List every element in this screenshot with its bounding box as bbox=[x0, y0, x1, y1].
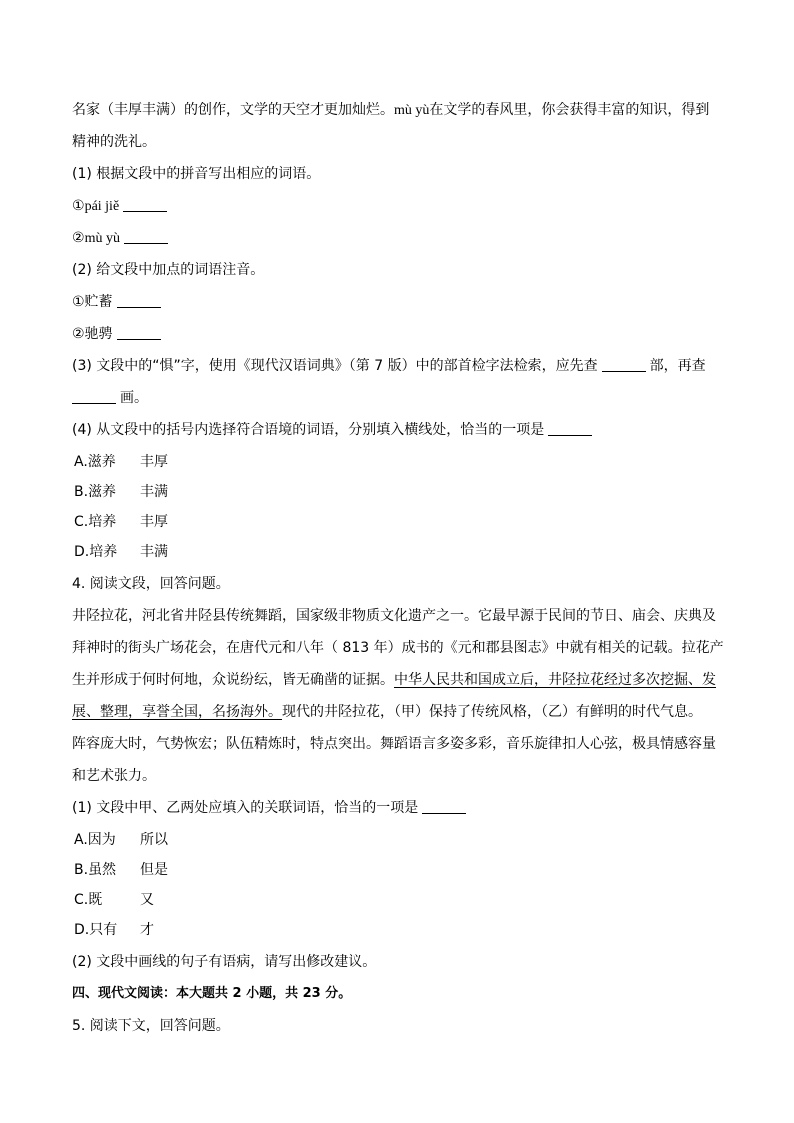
q3-option-c[interactable]: C.培养 丰厚 bbox=[74, 514, 168, 530]
answer-blank[interactable] bbox=[117, 293, 161, 308]
answer-blank[interactable] bbox=[602, 357, 646, 372]
paragraph-text: 在文学的春风里，你会获得丰富的知识，得到 bbox=[429, 102, 710, 118]
q4-heading: 4. 阅读文段，回答问题。 bbox=[72, 576, 230, 592]
q4-option-c[interactable]: C.既 又 bbox=[74, 892, 154, 908]
q4-sub1-prompt: (1) 文段中甲、乙两处应填入的关联词语，恰当的一项是 bbox=[72, 798, 470, 818]
q3-sub2-item-1: ①贮蓄 bbox=[72, 292, 165, 312]
paragraph-line-1 bbox=[72, 100, 709, 121]
q3-option-b[interactable]: B.滋养 丰满 bbox=[74, 484, 168, 500]
answer-blank[interactable] bbox=[72, 389, 116, 404]
answer-blank[interactable] bbox=[422, 799, 466, 814]
section-heading: 四、现代文阅读：本大题共 2 小题，共 23 分。 bbox=[72, 986, 352, 1001]
q4-sub2-prompt: (2) 文段中画线的句子有语病，请写出修改建议。 bbox=[72, 954, 377, 970]
q3-sub2-prompt: (2) 给文段中加点的词语注音。 bbox=[72, 262, 265, 278]
q3-sub2-item-2: ②驰骋 bbox=[72, 324, 165, 344]
q4-passage-line-2: 拜神时的街头广场花会，在唐代元和八年（ 813 年）成书的《元和郡县图志》中就有相关的记载。拉花产 bbox=[72, 640, 724, 656]
q5-heading: 5. 阅读下文，回答问题。 bbox=[72, 1018, 230, 1034]
q4-passage-line-5: 阵容庞大时，气势恢宏；队伍精炼时，特点突出。舞蹈语言多姿多彩，音乐旋律扣人心弦，极具情感容量 bbox=[72, 736, 716, 752]
q3-sub3-line-1: (3) 文段中的“惧”字，使用《现代汉语词典》（第 7 版）中的部首检字法检索，应先查 部，再查 bbox=[72, 358, 706, 374]
paragraph-line-2: 精神的洗礼。 bbox=[72, 134, 156, 150]
q4-option-b[interactable]: B.虽然 但是 bbox=[74, 862, 168, 878]
q4-option-d[interactable]: D.只有 才 bbox=[74, 922, 154, 938]
pinyin-text: mù yù bbox=[394, 103, 430, 118]
q3-sub1-item-2: ②mù yù bbox=[72, 228, 172, 249]
q4-passage-line-4: 展、整理，享誉全国，名扬海外。现代的井陉拉花，（甲）保持了传统风格，（乙）有鲜明的时代气息。 bbox=[72, 704, 702, 720]
q4-passage-line-6: 和艺术张力。 bbox=[72, 768, 156, 784]
underlined-sentence: 展、整理，享誉全国，名扬海外。 bbox=[72, 704, 282, 720]
q3-sub3-line-2: 画。 bbox=[72, 388, 148, 408]
q4-option-a[interactable]: A.因为 所以 bbox=[74, 832, 168, 848]
q4-passage-line-3: 生并形成于何时何地，众说纷纭，皆无确凿的证据。中华人民共和国成立后，井陉拉花经过多次挖掘、发 bbox=[72, 672, 716, 688]
underlined-sentence: 中华人民共和国成立后，井陉拉花经过多次挖掘、发 bbox=[394, 672, 716, 688]
answer-blank[interactable] bbox=[124, 229, 168, 244]
q4-passage-line-1: 井陉拉花，河北省井陉县传统舞蹈，国家级非物质文化遗产之一。它最早源于民间的节日、庙会、庆典及 bbox=[72, 608, 716, 624]
q3-sub4-prompt: (4) 从文段中的括号内选择符合语境的词语，分别填入横线处，恰当的一项是 bbox=[72, 420, 596, 440]
answer-blank[interactable] bbox=[123, 197, 167, 212]
q3-option-a[interactable]: A.滋养 丰厚 bbox=[74, 454, 168, 470]
paragraph-text: 名家（丰厚丰满）的创作，文学的天空才更加灿烂。 bbox=[72, 102, 394, 118]
q3-option-d[interactable]: D.培养 丰满 bbox=[74, 544, 168, 560]
answer-blank[interactable] bbox=[117, 325, 161, 340]
q3-sub1-prompt: (1) 根据文段中的拼音写出相应的词语。 bbox=[72, 166, 321, 182]
answer-blank[interactable] bbox=[548, 421, 592, 436]
q3-sub1-item-1: ①pái jiě bbox=[72, 196, 171, 217]
